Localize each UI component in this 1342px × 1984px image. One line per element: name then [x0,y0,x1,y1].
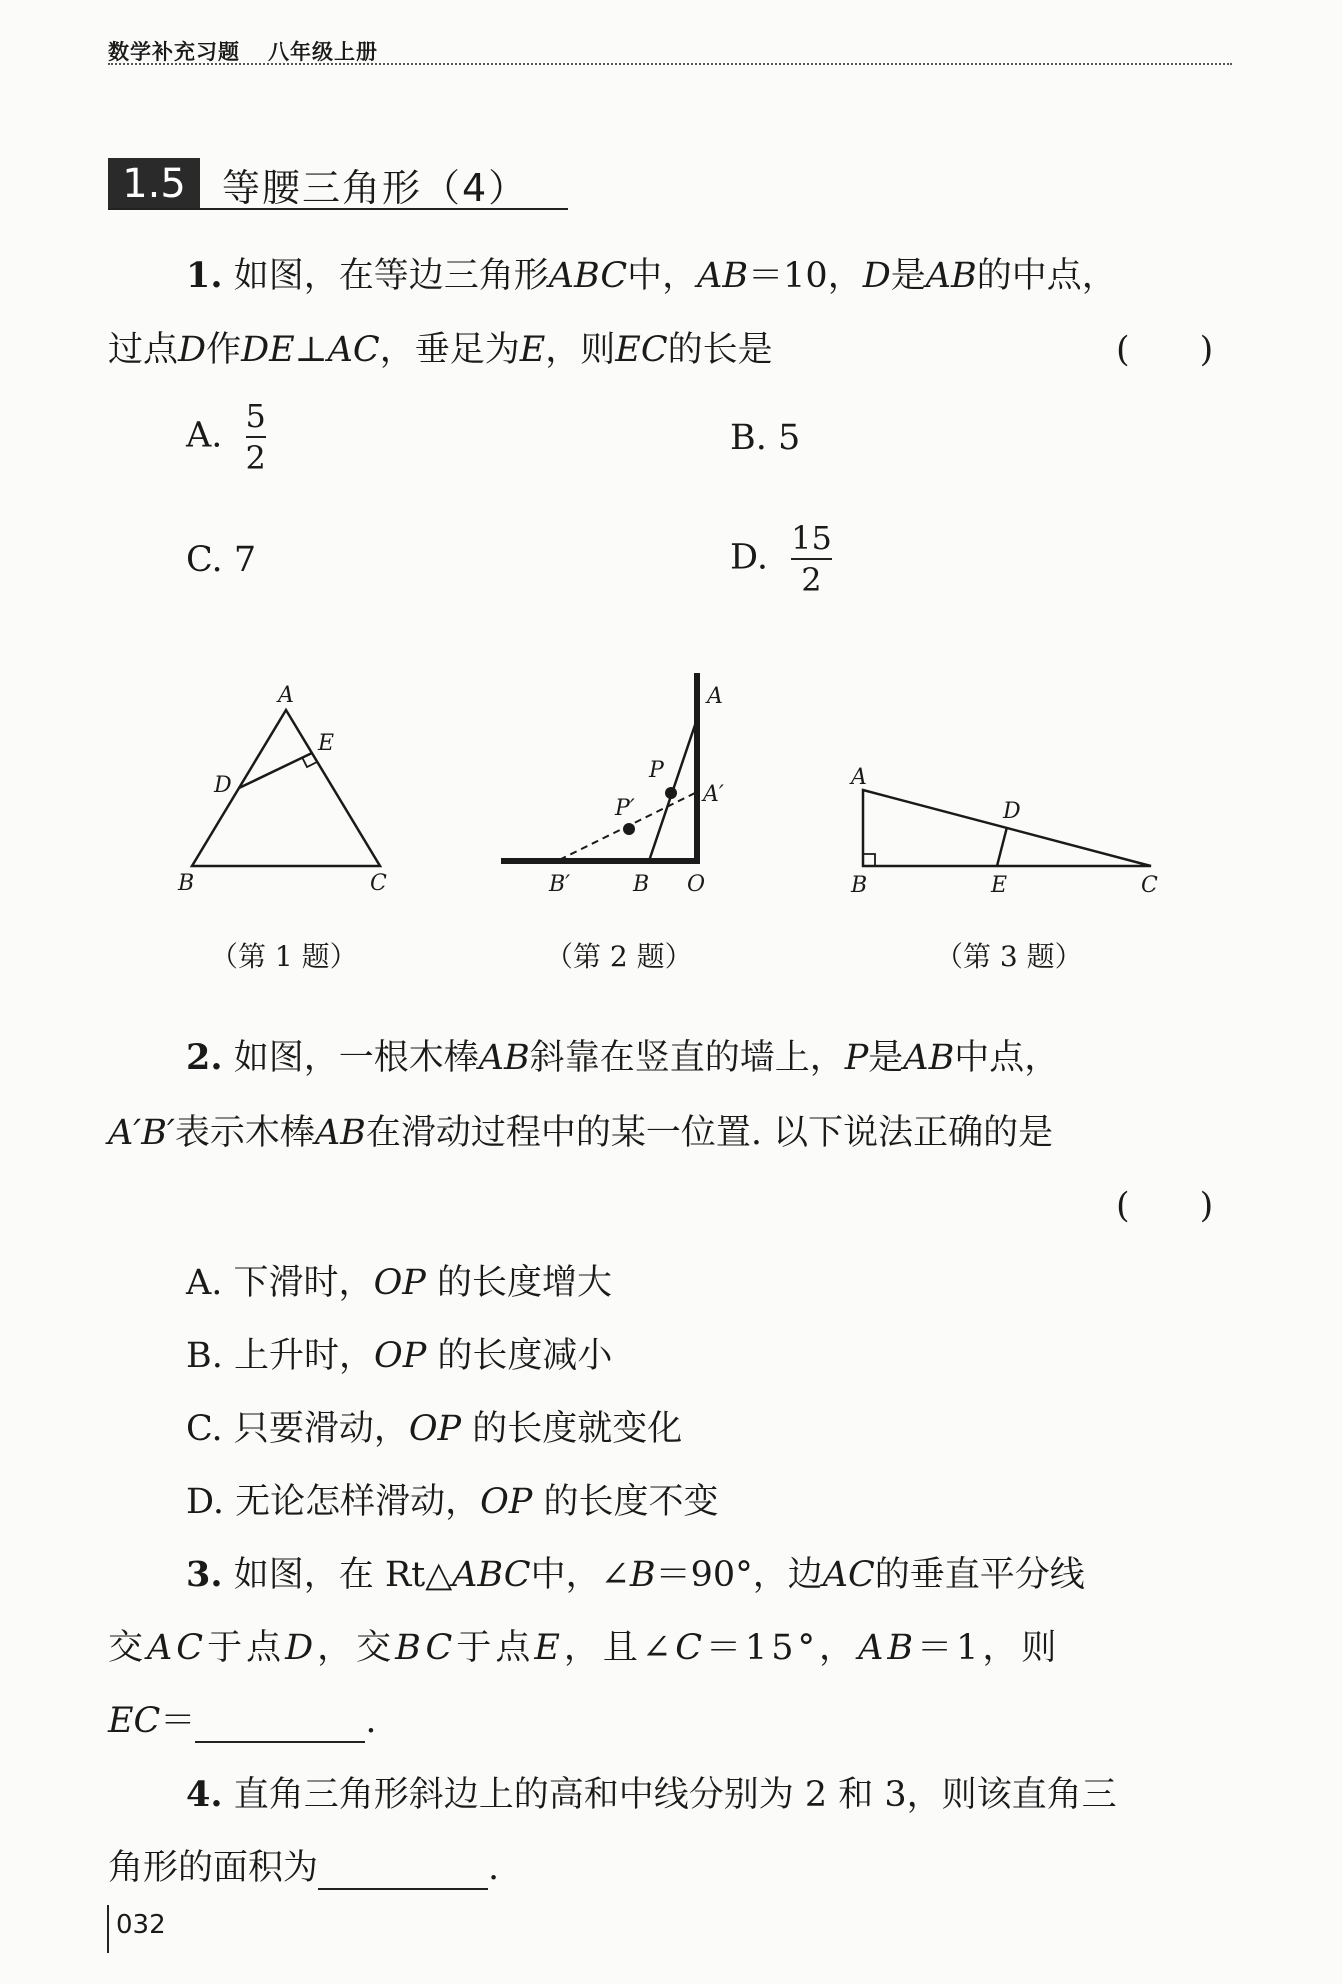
q1-var: AB [925,256,977,296]
option-text: 的长度减小 [437,1336,613,1376]
q2-var: A′B′ [108,1113,175,1153]
section-number: 1.5 [108,158,200,210]
point-p2 [623,823,635,835]
label-p: P [649,758,664,783]
segment-de [997,827,1007,866]
option-label: A. [186,415,223,456]
running-head [108,36,378,66]
q3-line1 [186,1547,1085,1597]
q4-answer-blank[interactable] [318,1858,488,1890]
q1-option-c[interactable] [186,540,256,580]
section-underline [108,208,568,210]
label-b: B [851,873,868,898]
q2-option-d[interactable] [186,1474,719,1524]
fraction [791,519,832,599]
q4-text: 角形的面积为 [108,1848,319,1888]
point-p [665,787,677,799]
option-var: OP [480,1482,533,1522]
q3-line3 [108,1693,377,1743]
right-angle-mark [863,854,875,866]
label-e: E [318,731,335,756]
option-label: C. [186,540,223,580]
q4-number: 4. [186,1774,223,1815]
q1-text: 如图，在等边三角形 [233,256,549,296]
q1-option-a[interactable] [186,397,266,477]
q3-text: ＝15°， [706,1628,859,1668]
book-title: 数学补充习题 [108,40,240,64]
q2-answer-paren[interactable]: ( ) [1116,1186,1214,1226]
q2-var: AB [314,1113,366,1153]
q3-number: 3. [186,1554,223,1595]
option-label: A. [186,1263,223,1303]
label-p-prime: P′ [615,796,635,821]
label-a-prime: A′ [703,782,724,807]
denominator: 2 [245,439,266,477]
q3-var: E [534,1628,564,1668]
q2-line2 [108,1105,1053,1155]
q3-text: 于点 [456,1628,535,1668]
q3-text: ，交 [317,1628,396,1668]
option-label: C. [186,1409,223,1449]
figure-2 [495,665,755,905]
q4-line2 [108,1840,499,1890]
q1-option-d[interactable] [730,519,832,599]
label-e: E [991,873,1008,898]
q3-var: AC [147,1628,208,1668]
section-title: 等腰三角形（4） [222,165,529,210]
label-o: O [687,872,706,897]
q4-line1 [186,1767,1117,1817]
option-text: 的长度不变 [543,1482,719,1522]
q3-var: C [675,1628,707,1668]
q3-text: 中，∠ [530,1555,630,1595]
option-value: 7 [233,540,257,580]
q1-text: 的长是 [667,330,773,370]
option-value: 5 [778,418,801,458]
option-text: 的长度增大 [436,1263,612,1303]
q1-text: 作 [206,330,242,370]
figure-3-caption: （第 3 题） [935,940,1083,973]
q2-text: 在滑动过程中的某一位置. 以下说法正确的是 [365,1113,1054,1153]
header-dotted-rule [108,63,1232,65]
denominator: 2 [801,561,822,599]
q1-text: 过点 [108,330,179,370]
q1-var: AC [327,330,380,370]
q1-text: 是 [890,256,926,296]
q3-text: . [365,1701,377,1741]
numerator: 15 [791,519,832,557]
q1-var: EC [615,330,668,370]
option-text: 下滑时， [233,1263,374,1303]
label-c: C [370,871,387,896]
q3-text: 交 [108,1628,148,1668]
q3-text: ，且∠ [563,1628,676,1668]
option-var: OP [408,1409,462,1449]
grade-label: 八年级上册 [268,40,378,64]
label-a: A [851,765,867,790]
option-text: 上升时， [234,1336,375,1376]
q1-line2 [108,322,773,372]
q3-text: 如图，在 Rt△ [233,1555,453,1595]
figure-2-caption: （第 2 题） [545,940,693,973]
q2-text: 中点， [954,1038,1060,1078]
figure-3 [845,760,1175,905]
q3-var: AB [858,1628,918,1668]
q3-var: AC [822,1555,875,1595]
q1-var: DE [241,330,295,370]
option-var: OP [374,1336,427,1376]
label-a: A [707,684,723,709]
q2-text: 表示木棒 [174,1113,315,1153]
q3-var: B [629,1555,656,1595]
q1-text: ，垂足为 [379,330,520,370]
option-label: D. [730,537,768,578]
q1-var: D [862,256,891,296]
figure-1-caption: （第 1 题） [210,940,358,973]
label-d: D [1003,799,1021,824]
q2-option-c[interactable] [186,1401,682,1451]
page-number-bar [107,1905,109,1953]
figure-1 [170,680,410,905]
q1-var: D [178,330,207,370]
q2-var: AB [903,1038,955,1078]
q1-var: ABC [548,256,628,296]
q1-number: 1. [186,255,223,296]
q3-text: 的垂直平分线 [874,1555,1085,1595]
q2-text: 是 [868,1038,904,1078]
option-label: D. [186,1482,224,1522]
q1-text: ，则 [545,330,616,370]
label-b: B [633,872,650,897]
q3-text: ＝1，则 [917,1628,1061,1668]
numerator: 5 [245,397,266,435]
q2-text: 如图，一根木棒 [233,1038,479,1078]
q1-text: 的中点， [976,256,1117,296]
q2-var: AB [478,1038,530,1078]
q1-var: AB [697,256,749,296]
q1-text: ⊥ [294,330,328,370]
q2-text: 斜靠在竖直的墙上， [529,1038,845,1078]
option-label: B. [730,418,767,458]
q3-var: BC [395,1628,457,1668]
q2-option-b[interactable] [186,1328,612,1378]
label-c: C [1141,873,1158,898]
q1-text: 中， [627,256,698,296]
q3-var: D [285,1628,318,1668]
q3-line2 [108,1620,1060,1670]
option-text: 只要滑动， [233,1409,409,1449]
page-number: 032 [116,1910,166,1940]
q1-option-b[interactable] [730,418,800,458]
q2-number: 2. [186,1037,223,1078]
q3-var: EC [108,1701,161,1741]
label-d: D [214,773,232,798]
q2-line1 [186,1030,1059,1080]
section-heading [108,158,528,210]
option-text: 无论怎样滑动， [235,1482,481,1522]
q1-answer-paren[interactable]: ( ) [1116,330,1214,370]
q3-text: ＝90°，边 [655,1555,823,1595]
fraction [245,397,266,477]
q3-answer-blank[interactable] [195,1711,365,1743]
label-b-prime: B′ [549,872,571,897]
q2-var: P [844,1038,869,1078]
q1-var: E [519,330,546,370]
q4-text: 直角三角形斜边上的高和中线分别为 2 和 3，则该直角三 [233,1775,1117,1815]
q3-text: ＝ [160,1701,196,1741]
q3-text: 于点 [207,1628,286,1668]
q4-text: . [488,1848,500,1888]
q2-option-a[interactable] [186,1255,612,1305]
q3-var: ABC [452,1555,531,1595]
label-b: B [178,871,195,896]
option-label: B. [186,1336,223,1376]
label-a: A [278,683,294,708]
q1-line1 [186,248,1117,298]
option-text: 的长度就变化 [472,1409,683,1449]
option-var: OP [373,1263,426,1303]
q1-text: ＝10， [748,256,863,296]
